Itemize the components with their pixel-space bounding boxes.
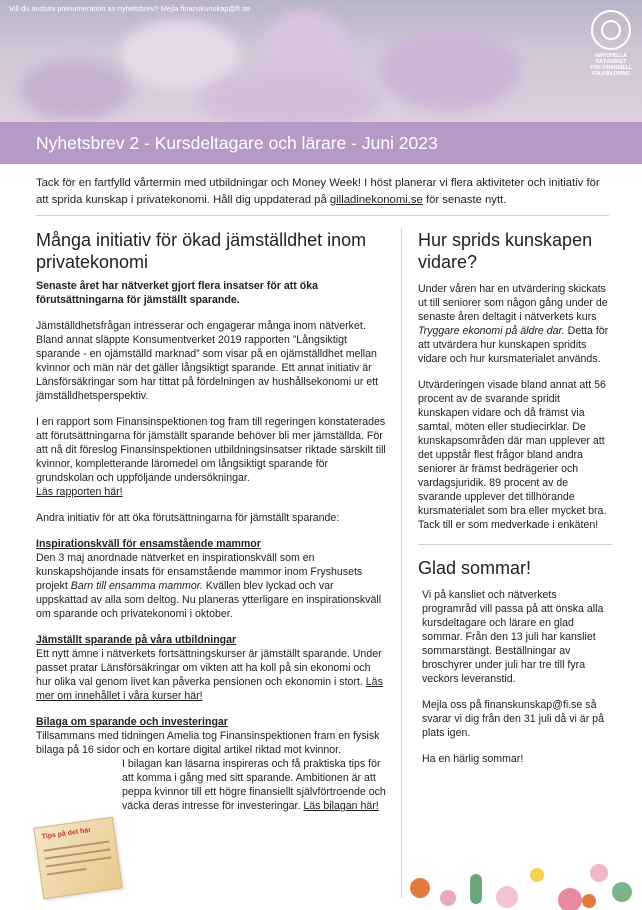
- report-link[interactable]: Läs rapporten här!: [36, 486, 123, 498]
- unsubscribe-text[interactable]: Vill du avsluta prenumeration av nyhetsbrev? Mejla finanskunskap@fi.se: [9, 4, 250, 13]
- website-link[interactable]: gilladinekonomi.se: [329, 194, 423, 206]
- paragraph: Under våren har en utvärdering skickats ut till seniorer som någon gång under de senaste åren deltagit i nätverkets kurs Tryggare ekonomi på äldre dar. Detta för att utvärdera hur kunskapen spridits vidare och hur kursmaterialet används.: [418, 283, 609, 365]
- leaf-icon: [470, 874, 482, 904]
- network-logo: [589, 10, 633, 77]
- flower-icon: [582, 894, 596, 908]
- lead-paragraph: Senaste året har nätverket gjort flera insatser för att öka förutsättningarna för jämställt sparande.: [36, 280, 319, 306]
- magazine-image: Tips på det här: [33, 817, 122, 899]
- flower-icon: [410, 878, 430, 898]
- left-column: [36, 229, 386, 813]
- paragraph: Vi på kansliet och nätverkets programråd vill passa på att önska alla kursdeltagare och lärare en glad sommar. Från den 13 juli har kansliet sommarstängt. Beställningar av broschyrer under juli har tre till fyra veckors leveranstid.: [422, 589, 604, 685]
- leaf-icon: [612, 882, 632, 902]
- paragraph: I en rapport som Finansinspektionen tog fram till regeringen konstaterades att förutsättningarna för jämställt sparande behöver bli mer jämställda. För att nå dit föreslog Finansinspektionen utbildningsinsatser riktade särskilt till kvinnor, kompletterande läromedel om långsiktigt sparande för grundskolan och uppföljande undersökningar. Läs rapporten här!: [36, 416, 386, 498]
- courses-link[interactable]: Läs mer om innehållet i våra kurser här!: [36, 676, 383, 702]
- column-divider: [401, 228, 402, 898]
- paragraph: Utvärderingen visade bland annat att 56 procent av de svarande spridit kunskapen vidare och då främst via samtal, möten eller studiecirklar. De kunskapsområden där man upplever att det uppstår flest frågor bland andra seniorer är främst bedrägerier och vardagsjuridik. 89 procent av de svarande upplever det tillhörande kursmaterialet som bra eller mycket bra. Tack till er som medverkade i enkäten!: [418, 379, 607, 531]
- flower-blur: [380, 30, 520, 110]
- title-band: [0, 122, 642, 164]
- header-image: [0, 0, 642, 122]
- subheading: Jämställt sparande på våra utbildningar: [36, 634, 237, 646]
- subheading: Inspirationskväll för ensamstående mammor: [36, 538, 261, 550]
- flower-icon: [496, 886, 518, 908]
- divider: [36, 215, 609, 216]
- logo-text: NATIONELLA NÄTVERKET FÖR FINANSIELL FOLKBILDNING: [590, 53, 632, 77]
- logo-icon: [591, 10, 631, 50]
- flower-blur: [20, 60, 130, 120]
- flower-icon: [530, 868, 544, 882]
- flower-icon: [558, 888, 582, 910]
- summer-heading: Glad sommar!: [418, 558, 532, 578]
- right-heading: Hur sprids kunskapen vidare?: [418, 230, 593, 272]
- section-supplement: Bilaga om sparande och investeringar Tillsammans med tidningen Amelia tog Finansinspektionen fram en fysisk bilaga på 16 sidor och en kortare digital artikel riktad mot kvinnor. I bilagan kan läsarna inspireras och få praktiska tips för att komma i gång med sitt sparande. Ambitionen är att peppa kvinnor till ett högre finansiellt självförtroende och väcka deras intresse för investeringar. Läs bilagan här!: [36, 716, 386, 812]
- left-heading: Många initiativ för ökad jämställdhet inom privatekonomi: [36, 230, 367, 272]
- flower-blur: [200, 70, 380, 122]
- subheading: Bilaga om sparande och investeringar: [36, 716, 228, 728]
- paragraph: Jämställdhetsfrågan intresserar och engagerar många inom nätverket. Bland annat släppte Konsumentverket 2019 rapporten ”Långsiktigt sparande - en ojämställd marknad” som visar på en ojämställdhet mellan kvinnor och män när det gäller långsiktigt sparande. Ett annat initiativ är Länsförsäkringar som har tittat på fördelningen av hushållsekonomi ur ett jämställdhetsperspektiv.: [36, 320, 379, 402]
- section-inspiration: Inspirationskväll för ensamstående mammor Den 3 maj anordnade nätverket en inspirationskväll som en kunskapshöjande insats för ensamstående mammor inom Fryshusets projekt Barn till ensamma mammor. Kvällen blev lyckad och var uppskattad av alla som deltog. Nu planeras ytterligare en inspirationskväll om sparande och privatekonomi i oktober.: [36, 537, 386, 621]
- paragraph: Andra initiativ för att öka förutsättningarna för jämställt sparande:: [36, 512, 340, 524]
- right-column: [418, 229, 614, 778]
- flower-illustration: [400, 838, 642, 910]
- paragraph: Ha en härlig sommar!: [422, 753, 524, 765]
- intro-paragraph: Tack för en fartfylld vårtermin med utbildningar och Money Week! I höst planerar vi flera aktiviteter och initiativ för att sprida kunskap i privatekonomi. Håll dig uppdaterad på gilladinekonomi.se för senaste nytt.: [36, 177, 600, 206]
- divider: [418, 544, 612, 545]
- paragraph: Mejla oss på finanskunskap@fi.se så svarar vi dig från den 31 juli då vi är på plats igen.: [422, 699, 604, 739]
- newsletter-title: Nyhetsbrev 2 - Kursdeltagare och lärare - Juni 2023: [36, 133, 438, 153]
- flower-icon: [440, 890, 456, 906]
- supplement-link[interactable]: Läs bilagan här!: [303, 800, 379, 812]
- section-courses: Jämställt sparande på våra utbildningar Ett nytt ämne i nätverkets fortsättningskurser är jämställt sparande. Under passet pratar Länsförsäkringar om vikten att ha koll på sin ekonomi och hur olika val genom livet kan påverka pensionen och ekonomin i stort. Läs mer om innehållet i våra kurser här!: [36, 633, 386, 703]
- flower-icon: [590, 864, 608, 882]
